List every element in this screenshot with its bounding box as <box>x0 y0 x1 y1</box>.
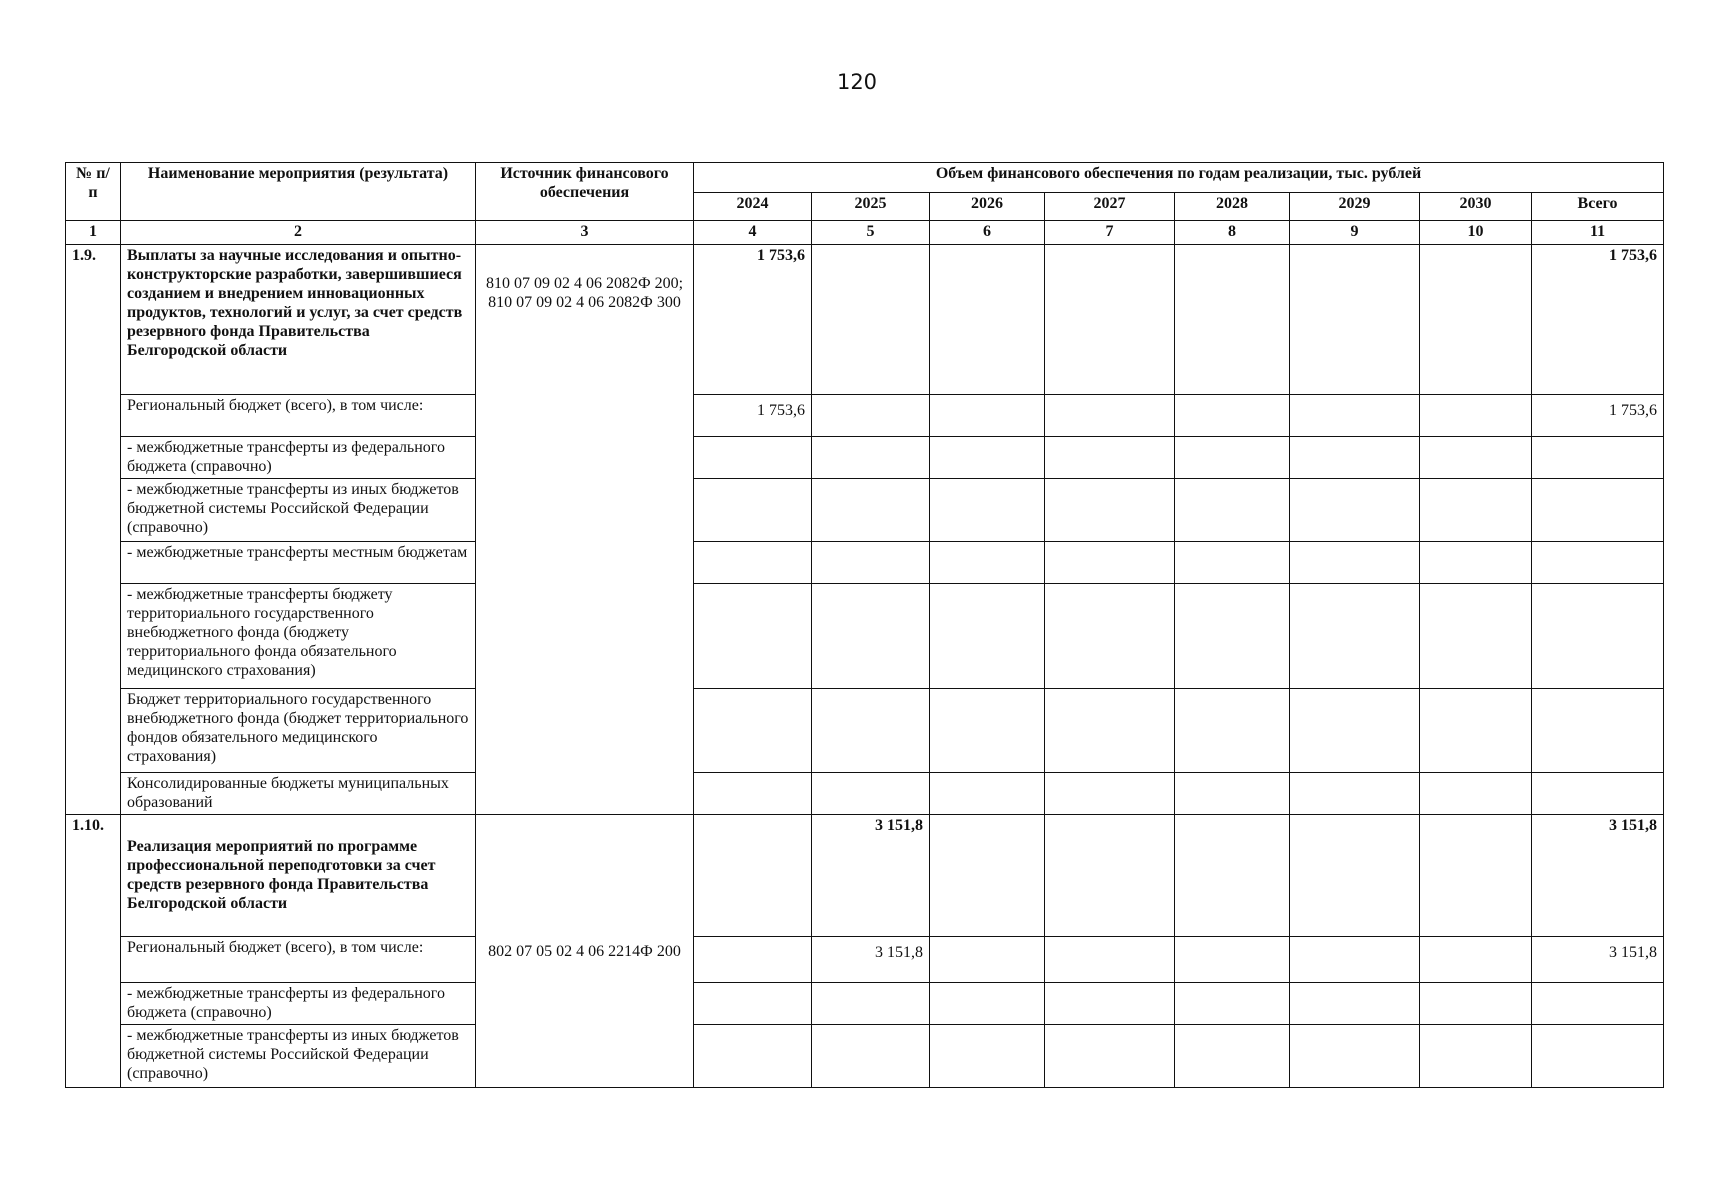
value-cell <box>1045 245 1175 395</box>
value-cell <box>1420 437 1532 479</box>
value-total <box>1532 584 1664 689</box>
value-cell <box>812 689 930 773</box>
table-row <box>66 395 1664 437</box>
header-year: 2026 <box>930 193 1045 221</box>
item-name: Консолидированные бюджеты муниципальных образований <box>121 773 476 815</box>
item-name: Региональный бюджет (всего), в том числе: <box>121 395 476 437</box>
value-cell <box>812 1025 930 1088</box>
value-cell <box>1175 542 1290 584</box>
value-cell <box>812 395 930 437</box>
value-cell <box>1290 437 1420 479</box>
value-cell <box>694 542 812 584</box>
funding-source-line: 802 07 05 02 4 06 2214Ф 200 <box>488 942 681 960</box>
value-cell: 1 753,6 <box>694 395 812 437</box>
value-cell <box>1175 395 1290 437</box>
value-cell <box>1420 1025 1532 1088</box>
value-cell <box>1420 245 1532 395</box>
value-total <box>1532 479 1664 542</box>
value-cell <box>1290 1025 1420 1088</box>
value-cell <box>694 815 812 937</box>
financing-table-wrapper <box>65 162 1664 1088</box>
value-total: 1 753,6 <box>1532 245 1664 395</box>
value-cell <box>1290 245 1420 395</box>
column-number: 7 <box>1045 221 1175 245</box>
item-name: - межбюджетные трансферты из иных бюджетов бюджетной системы Российской Федерации (справочно) <box>121 1025 476 1088</box>
value-cell <box>694 437 812 479</box>
header-year: 2024 <box>694 193 812 221</box>
table-row <box>66 245 1664 395</box>
value-cell <box>1175 1025 1290 1088</box>
value-cell <box>1420 773 1532 815</box>
value-cell <box>930 584 1045 689</box>
value-total: 1 753,6 <box>1532 395 1664 437</box>
table-row <box>66 937 1664 983</box>
value-cell <box>812 245 930 395</box>
value-total <box>1532 542 1664 584</box>
item-name: Выплаты за научные исследования и опытно-конструкторские разработки, завершившиеся созданием и внедрением инновационных продуктов, технологий и услуг, за счет средств резервного фонда Правительства Белгородской области <box>121 245 476 395</box>
value-cell <box>1045 542 1175 584</box>
value-cell <box>930 437 1045 479</box>
item-name: - межбюджетные трансферты бюджету территориального государственного внебюджетного фонда (бюджету территориального фонда обязательного медицинского страхования) <box>121 584 476 689</box>
funding-source-line: 810 07 09 02 4 06 2082Ф 200; <box>485 275 684 292</box>
value-total <box>1532 1025 1664 1088</box>
value-cell: 3 151,8 <box>812 815 930 937</box>
value-cell <box>812 983 930 1025</box>
value-cell <box>930 689 1045 773</box>
value-cell <box>1290 584 1420 689</box>
value-total: 3 151,8 <box>1532 815 1664 937</box>
header-year: 2025 <box>812 193 930 221</box>
value-cell <box>1045 437 1175 479</box>
value-cell <box>930 773 1045 815</box>
table-row <box>66 479 1664 542</box>
value-cell <box>694 479 812 542</box>
table-row <box>66 773 1664 815</box>
column-number: 8 <box>1175 221 1290 245</box>
value-cell <box>1045 479 1175 542</box>
value-cell <box>694 983 812 1025</box>
value-cell <box>1420 479 1532 542</box>
column-number: 4 <box>694 221 812 245</box>
table-row <box>66 815 1664 937</box>
item-name: Бюджет территориального государственного внебюджетного фонда (бюджет территориального фондов обязательного медицинского страхования) <box>121 689 476 773</box>
value-cell <box>694 689 812 773</box>
table-row <box>66 542 1664 584</box>
value-cell <box>1420 542 1532 584</box>
item-name: Региональный бюджет (всего), в том числе: <box>121 937 476 983</box>
value-cell <box>930 542 1045 584</box>
value-cell <box>694 937 812 983</box>
value-cell <box>1175 584 1290 689</box>
value-cell <box>1420 937 1532 983</box>
column-number: 10 <box>1420 221 1532 245</box>
header-name: Наименование мероприятия (результата) <box>121 163 476 221</box>
header-volume: Объем финансового обеспечения по годам реализации, тыс. рублей <box>694 163 1664 193</box>
value-cell <box>930 1025 1045 1088</box>
header-num: № п/п <box>66 163 121 221</box>
value-cell <box>1175 437 1290 479</box>
value-cell <box>1175 937 1290 983</box>
value-cell <box>1420 395 1532 437</box>
header-total: Всего <box>1532 193 1664 221</box>
value-cell <box>1420 983 1532 1025</box>
table-row <box>66 584 1664 689</box>
value-cell <box>1045 1025 1175 1088</box>
column-number: 1 <box>66 221 121 245</box>
item-name: - межбюджетные трансферты из иных бюджетов бюджетной системы Российской Федерации (справочно) <box>121 479 476 542</box>
value-cell <box>1290 773 1420 815</box>
funding-source <box>476 245 694 815</box>
header-year: 2030 <box>1420 193 1532 221</box>
header-row-top <box>66 163 1664 193</box>
value-cell <box>812 437 930 479</box>
funding-source <box>476 815 694 1088</box>
value-cell <box>930 395 1045 437</box>
value-cell <box>1290 983 1420 1025</box>
table-row <box>66 689 1664 773</box>
value-cell <box>1175 815 1290 937</box>
value-cell <box>930 983 1045 1025</box>
value-total <box>1532 983 1664 1025</box>
value-cell <box>812 542 930 584</box>
column-number: 6 <box>930 221 1045 245</box>
item-name: Реализация мероприятий по программе профессиональной переподготовки за счет средств резервного фонда Правительства Белгородской области <box>121 815 476 937</box>
value-total <box>1532 689 1664 773</box>
value-total <box>1532 437 1664 479</box>
value-cell <box>1045 773 1175 815</box>
value-cell <box>694 584 812 689</box>
item-number: 1.9. <box>66 245 121 815</box>
value-cell <box>1290 479 1420 542</box>
financing-table <box>65 162 1664 1088</box>
header-year: 2029 <box>1290 193 1420 221</box>
item-name: - межбюджетные трансферты из федерального бюджета (справочно) <box>121 983 476 1025</box>
value-cell <box>694 1025 812 1088</box>
header-source: Источник финансового обеспечения <box>476 163 694 221</box>
value-cell <box>812 479 930 542</box>
value-cell <box>1420 815 1532 937</box>
value-cell <box>1045 584 1175 689</box>
page-number: 120 <box>836 70 878 94</box>
value-cell <box>1290 815 1420 937</box>
value-cell <box>1045 937 1175 983</box>
item-name: - межбюджетные трансферты из федерального бюджета (справочно) <box>121 437 476 479</box>
value-cell: 3 151,8 <box>812 937 930 983</box>
value-cell <box>1175 773 1290 815</box>
value-cell <box>1290 689 1420 773</box>
value-cell <box>812 584 930 689</box>
header-year: 2027 <box>1045 193 1175 221</box>
value-cell <box>1175 245 1290 395</box>
table-row <box>66 1025 1664 1088</box>
value-cell <box>1420 584 1532 689</box>
value-cell <box>1045 689 1175 773</box>
value-cell <box>1290 395 1420 437</box>
value-cell <box>1175 983 1290 1025</box>
table-row <box>66 437 1664 479</box>
value-cell <box>1045 815 1175 937</box>
item-name: - межбюджетные трансферты местным бюджетам <box>121 542 476 584</box>
table-row <box>66 983 1664 1025</box>
value-total <box>1532 773 1664 815</box>
value-cell <box>1420 689 1532 773</box>
funding-source-line: 810 07 09 02 4 06 2082Ф 300 <box>488 294 681 311</box>
column-number: 3 <box>476 221 694 245</box>
value-cell <box>930 479 1045 542</box>
value-total: 3 151,8 <box>1532 937 1664 983</box>
item-number: 1.10. <box>66 815 121 1088</box>
value-cell <box>930 815 1045 937</box>
column-numbers-row <box>66 221 1664 245</box>
value-cell <box>1175 479 1290 542</box>
column-number: 9 <box>1290 221 1420 245</box>
value-cell <box>1045 395 1175 437</box>
column-number: 11 <box>1532 221 1664 245</box>
column-number: 5 <box>812 221 930 245</box>
value-cell <box>1045 983 1175 1025</box>
column-number: 2 <box>121 221 476 245</box>
value-cell <box>812 773 930 815</box>
value-cell <box>1175 689 1290 773</box>
value-cell: 1 753,6 <box>694 245 812 395</box>
value-cell <box>930 937 1045 983</box>
header-year: 2028 <box>1175 193 1290 221</box>
value-cell <box>1290 542 1420 584</box>
value-cell <box>694 773 812 815</box>
value-cell <box>1290 937 1420 983</box>
value-cell <box>930 245 1045 395</box>
